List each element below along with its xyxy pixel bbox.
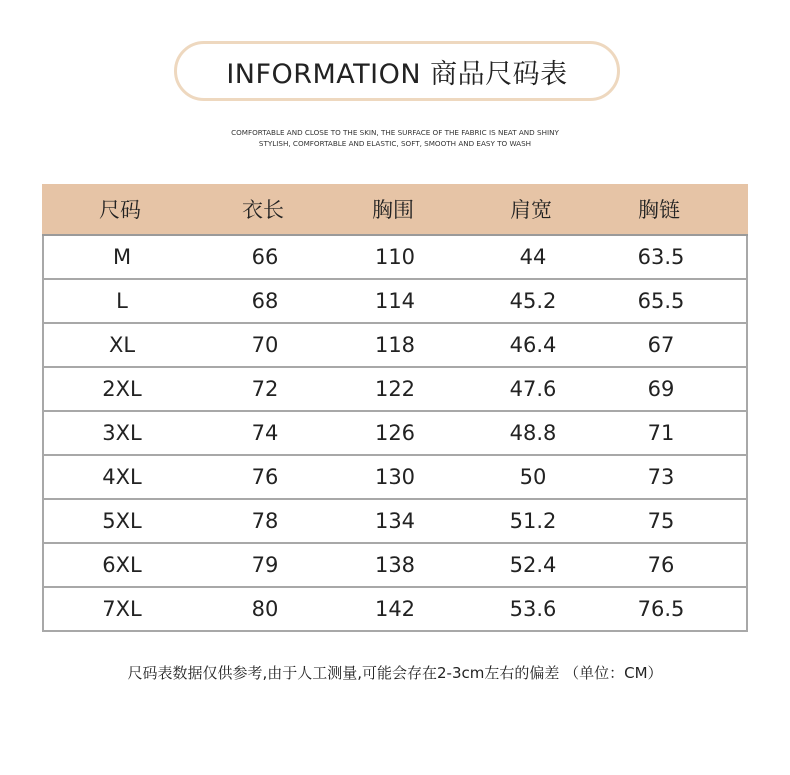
header-cell-chest: 胸围 <box>372 198 414 222</box>
cell-length: 66 <box>251 245 279 269</box>
cell-shoulder: 51.2 <box>509 509 557 533</box>
cell-shoulder: 45.2 <box>509 289 557 313</box>
cell-shoulder: 47.6 <box>509 377 557 401</box>
cell-shoulder: 44 <box>519 245 547 269</box>
header-cell-size: 尺码 <box>99 198 141 222</box>
cell-chest-chain: 76.5 <box>637 597 685 621</box>
header-cell-chest-chain: 胸链 <box>638 198 680 222</box>
cell-length: 68 <box>251 289 279 313</box>
title-pill <box>174 41 620 101</box>
footnote: 尺码表数据仅供参考,由于人工测量,可能会存在2-3cm左右的偏差 （单位：CM） <box>127 664 663 682</box>
cell-size: 4XL <box>102 465 142 489</box>
table-body <box>42 236 748 632</box>
cell-size: 2XL <box>102 377 142 401</box>
cell-chest: 110 <box>374 245 416 269</box>
cell-chest: 114 <box>374 289 416 313</box>
cell-length: 80 <box>251 597 279 621</box>
subtitle <box>0 127 790 149</box>
table-row <box>42 368 748 412</box>
table-header <box>42 184 748 236</box>
table-row <box>42 412 748 456</box>
cell-length: 70 <box>251 333 279 357</box>
subtitle-line: COMFORTABLE AND CLOSE TO THE SKIN, THE SURFACE OF THE FABRIC IS NEAT AND SHINY <box>231 128 559 137</box>
cell-chest: 126 <box>374 421 416 445</box>
cell-chest-chain: 69 <box>647 377 675 401</box>
table-row <box>42 324 748 368</box>
cell-chest: 130 <box>374 465 416 489</box>
cell-shoulder: 50 <box>519 465 547 489</box>
cell-shoulder: 46.4 <box>509 333 557 357</box>
header-cell-length: 衣长 <box>242 198 284 222</box>
cell-chest-chain: 73 <box>647 465 675 489</box>
table-row <box>42 236 748 280</box>
subtitle-line: STYLISH, COMFORTABLE AND ELASTIC, SOFT, SMOOTH AND EASY TO WASH <box>258 139 532 148</box>
cell-size: XL <box>108 333 136 357</box>
cell-length: 72 <box>251 377 279 401</box>
size-table <box>42 184 748 632</box>
table-row <box>42 280 748 324</box>
cell-chest-chain: 75 <box>647 509 675 533</box>
cell-chest: 122 <box>374 377 416 401</box>
cell-length: 76 <box>251 465 279 489</box>
cell-chest-chain: 65.5 <box>637 289 685 313</box>
cell-chest-chain: 76 <box>647 553 675 577</box>
table-row <box>42 456 748 500</box>
cell-size: M <box>112 245 132 269</box>
cell-length: 74 <box>251 421 279 445</box>
cell-chest-chain: 71 <box>647 421 675 445</box>
cell-shoulder: 53.6 <box>509 597 557 621</box>
table-row <box>42 544 748 588</box>
table-row <box>42 500 748 544</box>
cell-size: 7XL <box>102 597 142 621</box>
cell-size: 6XL <box>102 553 142 577</box>
cell-chest: 134 <box>374 509 416 533</box>
cell-chest: 142 <box>374 597 416 621</box>
cell-size: L <box>116 289 128 313</box>
cell-chest: 118 <box>374 333 416 357</box>
cell-length: 79 <box>251 553 279 577</box>
header-cell-shoulder: 肩宽 <box>510 198 552 222</box>
cell-size: 3XL <box>102 421 142 445</box>
cell-chest: 138 <box>374 553 416 577</box>
cell-shoulder: 48.8 <box>509 421 557 445</box>
cell-size: 5XL <box>102 509 142 533</box>
page-title: INFORMATION 商品尺码表 <box>226 58 568 90</box>
table-row <box>42 588 748 632</box>
cell-shoulder: 52.4 <box>509 553 557 577</box>
cell-chest-chain: 63.5 <box>637 245 685 269</box>
cell-chest-chain: 67 <box>647 333 675 357</box>
cell-length: 78 <box>251 509 279 533</box>
